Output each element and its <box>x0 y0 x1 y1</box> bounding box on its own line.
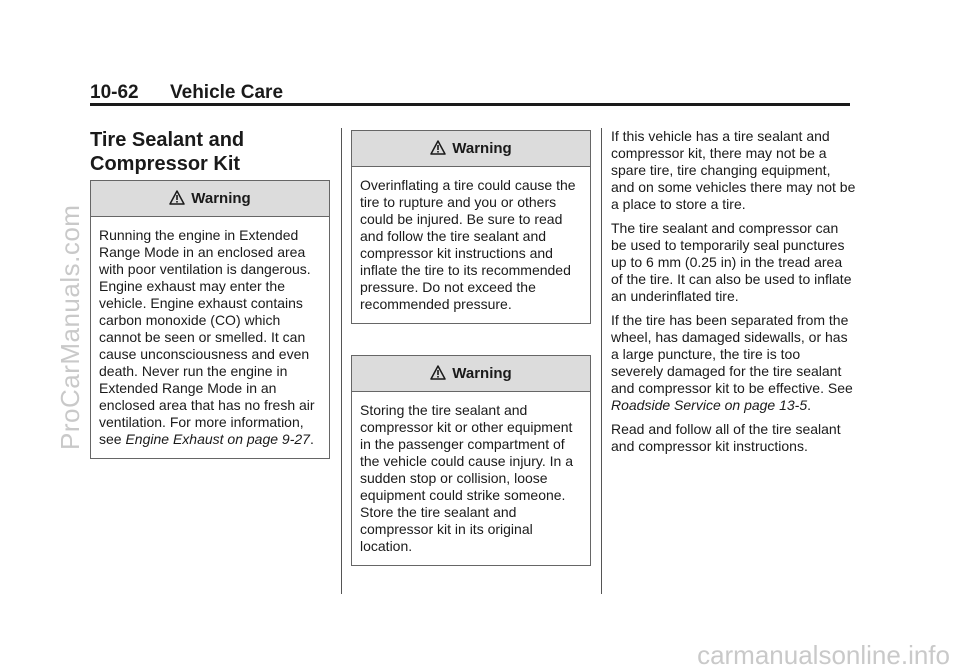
section-title-line-2: Compressor Kit <box>90 153 241 175</box>
chapter-title: Vehicle Care <box>170 82 284 103</box>
warning-header <box>352 131 590 167</box>
warning-header <box>352 356 590 392</box>
warning-header <box>91 181 329 217</box>
warning-label: Warning <box>452 140 512 157</box>
warning-triangle-icon <box>430 365 446 380</box>
paragraph-seal-punctures: The tire sealant and compressor can be used to temporarily seal punctures up to 6 mm (0.25 in) in the tread area of the tire. It can also be used to inflate an underinflated tire. <box>611 220 852 304</box>
warning-text: Storing the tire sealant and compressor kit or other equipment in the passenger compartment of the vehicle could cause injury. In a sudden stop or collision, loose equipment could strike someone. Store the tire sealant and compressor kit in its original location. <box>360 402 573 554</box>
section-title-line-1: Tire Sealant and <box>90 129 245 151</box>
warning-text-body: Running the engine in Extended Range Mode in an enclosed area with poor ventilation is dangerous. Engine exhaust may enter the vehicle. Engine exhaust contains carbon monoxide (CO) which cannot be seen or smelled. It can cause unconsciousness and even death. Never run the engine in Extended Range Mode in an enclosed area that has no fresh air ventilation. For more information, see <box>99 227 315 447</box>
page-header <box>90 82 850 104</box>
warning-text-end: . <box>309 431 314 447</box>
warning-triangle-icon <box>169 190 185 205</box>
paragraph-text: If the tire has been separated from the wheel, has damaged sidewalls, or has a large puncture, the tire is too severely damaged for the tire sealant and compressor kit to be effective. See <box>611 312 853 396</box>
bottom-watermark: carmanualsonline.info <box>697 640 950 670</box>
cross-reference-link[interactable]: Roadside Service on page 13-5 <box>611 397 808 413</box>
warning-box-overinflation <box>351 130 591 324</box>
warning-box-storage <box>351 355 591 566</box>
paragraph-text-end: . <box>807 397 812 413</box>
warning-box-exhaust <box>90 180 330 459</box>
column-divider-right <box>601 128 602 594</box>
side-watermark: ProCarManuals.com <box>55 204 85 450</box>
header-rule <box>90 103 850 106</box>
column-divider-left <box>341 128 342 594</box>
paragraph-severe-damage <box>611 312 856 414</box>
warning-label: Warning <box>452 365 512 382</box>
warning-text: Overinflating a tire could cause the tire to rupture and you or others could be injured. Be sure to read and follow the tire sealant and compressor kit instructions and inflate the tire to its recommended pressure. Do not exceed the recommended pressure. <box>360 177 576 312</box>
paragraph-no-spare: If this vehicle has a tire sealant and compressor kit, there may not be a spare tire, tire changing equipment, and on some vehicles there may not be a place to store a tire. <box>611 128 856 212</box>
paragraph-instructions: Read and follow all of the tire sealant and compressor kit instructions. <box>611 421 841 454</box>
body-column <box>611 128 856 462</box>
warning-triangle-icon <box>430 140 446 155</box>
section-title <box>90 128 330 176</box>
cross-reference-link[interactable]: Engine Exhaust on page 9-27 <box>125 431 310 447</box>
warning-text <box>91 217 329 458</box>
page-number: 10-62 <box>90 82 139 103</box>
warning-label: Warning <box>191 190 251 207</box>
